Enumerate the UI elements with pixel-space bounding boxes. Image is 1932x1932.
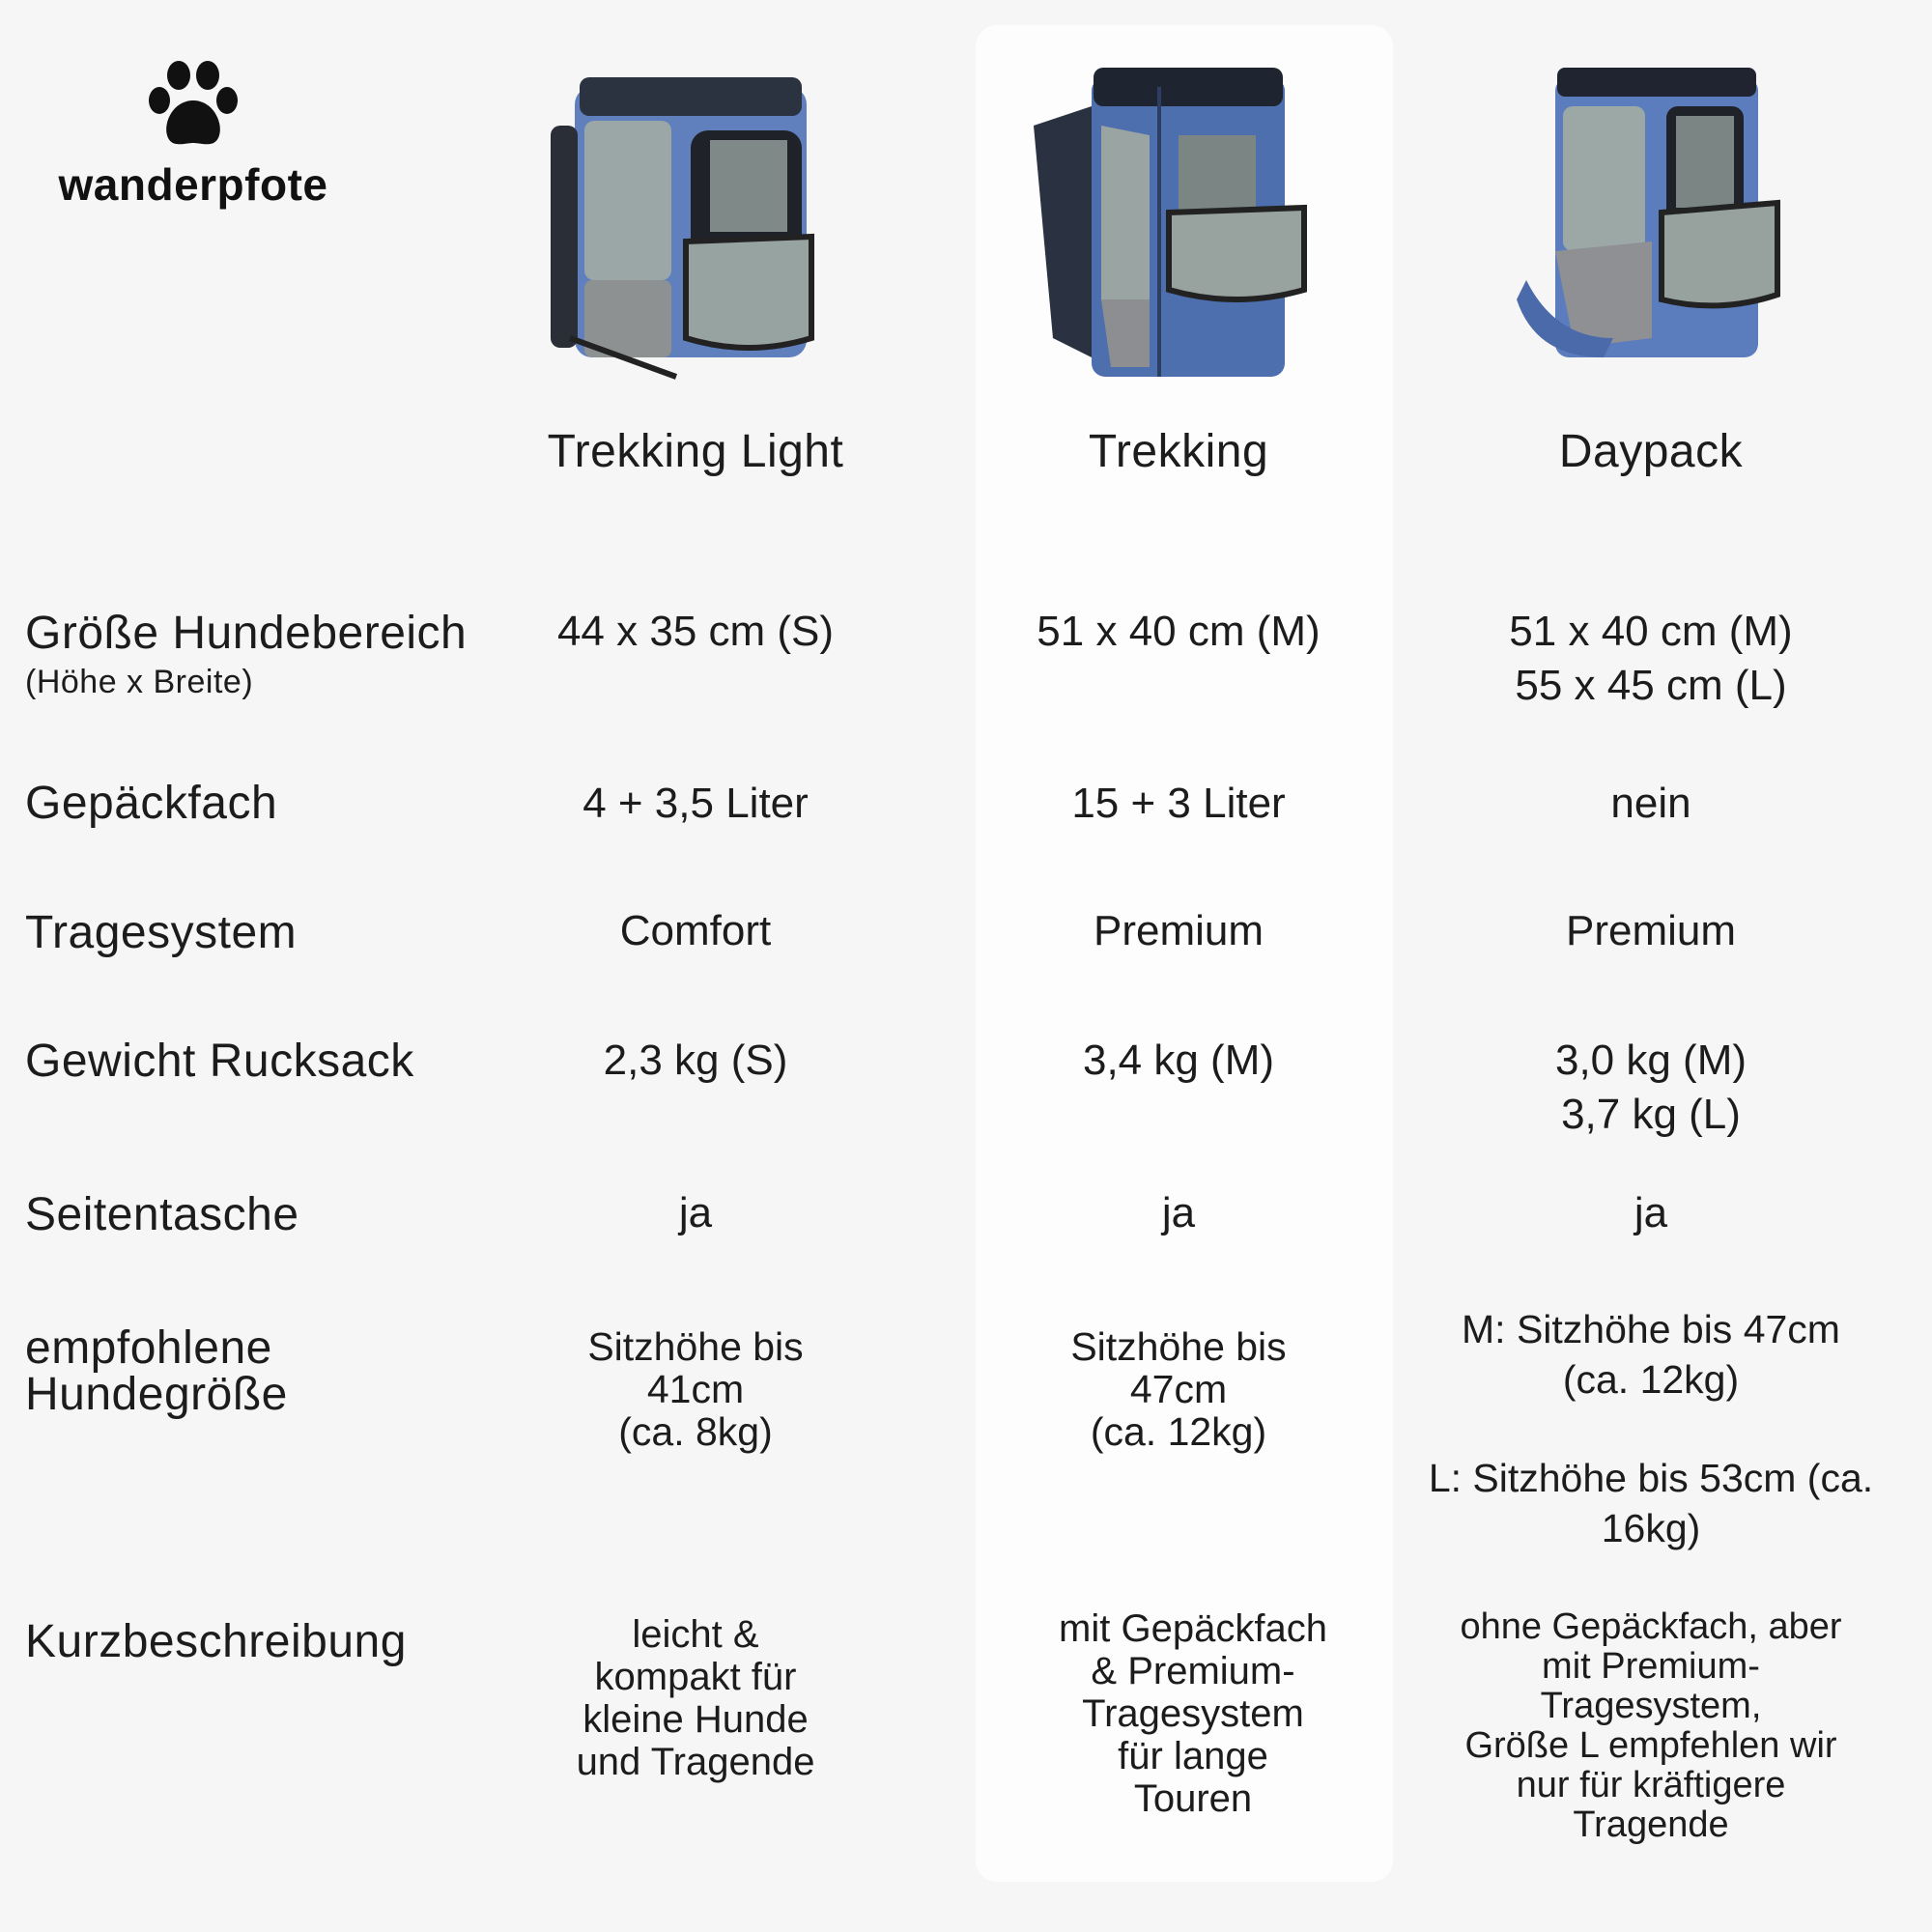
size-value-trekking-light: 44 x 35 cm (S) [556,608,835,655]
sidepocket-value-daypack: ja [1634,1189,1668,1236]
paw-icon [140,58,246,155]
sidepocket-label: Seitentasche [25,1189,299,1240]
weight-value-daypack: 3,0 kg (M) 3,7 kg (L) [1554,1037,1747,1138]
backpack-daypack-image [1488,48,1806,396]
sidepocket-value-trekking: ja [1161,1189,1196,1236]
backpack-trekking-image [1014,48,1333,396]
luggage-value-daypack: nein [1610,780,1691,827]
brand-name: wanderpfote [58,159,328,210]
dogsize-value-trekking: Sitzhöhe bis 47cm (ca. 12kg) [1070,1324,1287,1454]
description-value-trekking: mit Gepäckfach & Premium- Tragesystem für lange Touren [1059,1607,1327,1820]
product-name-daypack: Daypack [1558,426,1744,477]
description-label: Kurzbeschreibung [25,1616,407,1667]
description-value-daypack: ohne Gepäckfach, aber mit Premium- Tragesystem, Größe L empfehlen wir nur für kräftigere Tragende [1460,1606,1842,1845]
row-label-size [25,607,467,701]
size-value-daypack: 51 x 40 cm (M) 55 x 45 cm (L) [1509,608,1793,709]
dogsize-value-daypack: M: Sitzhöhe bis 47cm (ca. 12kg) L: Sitzhöhe bis 53cm (ca. 16kg) [1428,1307,1874,1550]
luggage-value-trekking-light: 4 + 3,5 Liter [582,780,809,827]
weight-label: Gewicht Rucksack [25,1036,414,1087]
luggage-value-trekking: 15 + 3 Liter [1071,780,1286,827]
luggage-label: Gepäckfach [25,778,278,829]
sidepocket-value-trekking-light: ja [678,1189,713,1236]
carry-value-daypack: Premium [1565,907,1737,954]
size-label: Größe Hundebereich [25,608,468,659]
size-sublabel: (Höhe x Breite) [25,664,254,700]
carry-value-trekking: Premium [1093,907,1264,954]
weight-value-trekking: 3,4 kg (M) [1082,1037,1275,1084]
brand-logo[interactable] [58,58,328,211]
weight-value-trekking-light: 2,3 kg (S) [603,1037,788,1084]
dogsize-label: empfohlene Hundegröße [25,1322,288,1420]
backpack-trekking-light-image [531,48,850,396]
product-name-trekking: Trekking [1088,426,1269,477]
size-value-trekking: 51 x 40 cm (M) [1037,608,1321,655]
dogsize-value-trekking-light: Sitzhöhe bis 41cm (ca. 8kg) [587,1324,804,1454]
carry-label: Tragesystem [25,907,298,958]
description-value-trekking-light: leicht & kompakt für kleine Hunde und Tragende [576,1613,815,1783]
product-name-trekking-light: Trekking Light [547,426,844,477]
carry-value-trekking-light: Comfort [619,907,772,954]
